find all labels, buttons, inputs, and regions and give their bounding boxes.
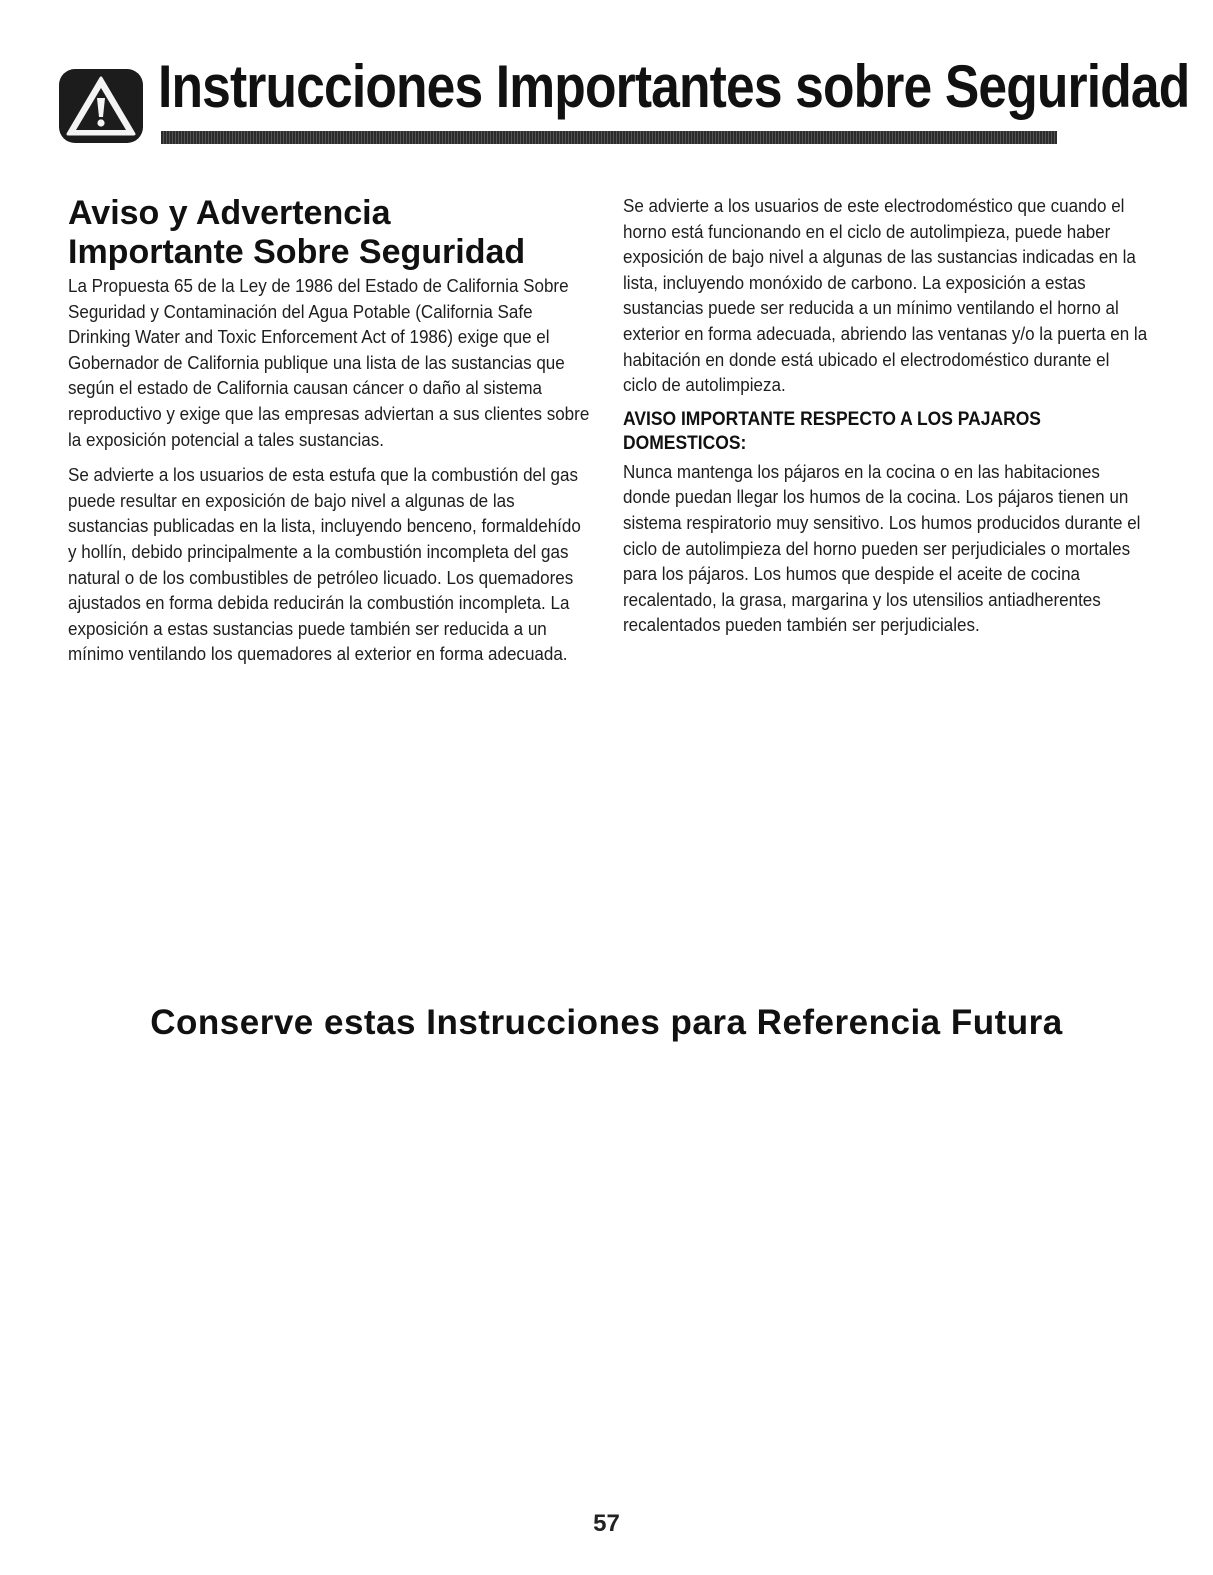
birds-warning-paragraph: Nunca mantenga los pájaros en la cocina o en las habitaciones donde puedan llegar los humos de la cocina. Los pájaros tienen un sistema respiratorio muy sensitivo. Los humos producidos durante el ciclo de autolimpieza del horno pueden ser perjudiciales o mortales para los pájaros. Los humos que despide el aceite de cocina recalentado, la grasa, margarina y los utensilios antiadherentes recalentados pueden también ser perjudiciales. [623, 460, 1141, 636]
page-number: 57 [593, 1510, 620, 1537]
section-heading-line1: Aviso y Advertencia [68, 194, 391, 232]
right-column [623, 193, 1153, 648]
gas-combustion-paragraph: Se advierte a los usuarios de esta estufa que la combustión del gas puede resultar en exposición de bajo nivel a algunas de las sustancias publicadas en la lista, incluyendo benceno, formaldehído y hollín, debido principalmente a la combustión incompleta del gas natural o de los combustibles de petróleo licuado. Los quemadores ajustados en forma debida reducirán la combustión incompleta. La exposición a estas sustancias puede también ser reducida a un mínimo ventilando los quemadores al exterior en forma adecuada. [68, 464, 581, 665]
birds-warning-heading: AVISO IMPORTANTE RESPECTO A LOS PAJAROS DOMESTICOS: [623, 408, 1041, 454]
proposition-65-paragraph: La Propuesta 65 de la Ley de 1986 del Estado de California Sobre Seguridad y Contaminación del Agua Potable (California Safe Drinking Water and Toxic Enforcement Act of 1986) exige que el Gobernador de California publique una lista de las sustancias que según el estado de California causan cáncer o daño al sistema reproductivo y exige que las empresas adviertan a sus clientes sobre la exposición potencial a tales sustancias. [68, 275, 590, 450]
left-column [68, 195, 598, 677]
section-heading-line2: Importante Sobre Seguridad [68, 233, 526, 271]
self-clean-paragraph: Se advierte a los usuarios de este electrodoméstico que cuando el horno está funcionando en el ciclo de autolimpieza, puede haber exposición de bajo nivel a algunas de las sustancias indicadas en la lista, incluyendo monóxido de carbono. La exposición a estas sustancias puede ser reducida a un mínimo ventilando el horno al exterior en forma adecuada, abriendo las ventanas y/o la puerta en la habitación en donde está ubicado el electrodoméstico durante el ciclo de autolimpieza. [623, 195, 1148, 396]
page-header [58, 53, 1190, 148]
title-underline-rule [161, 131, 1057, 144]
page-title: Instrucciones Importantes sobre Seguridad [158, 53, 1190, 120]
warning-triangle-icon [58, 68, 144, 144]
save-instructions-note: Conserve estas Instrucciones para Referencia Futura [150, 1003, 1063, 1042]
